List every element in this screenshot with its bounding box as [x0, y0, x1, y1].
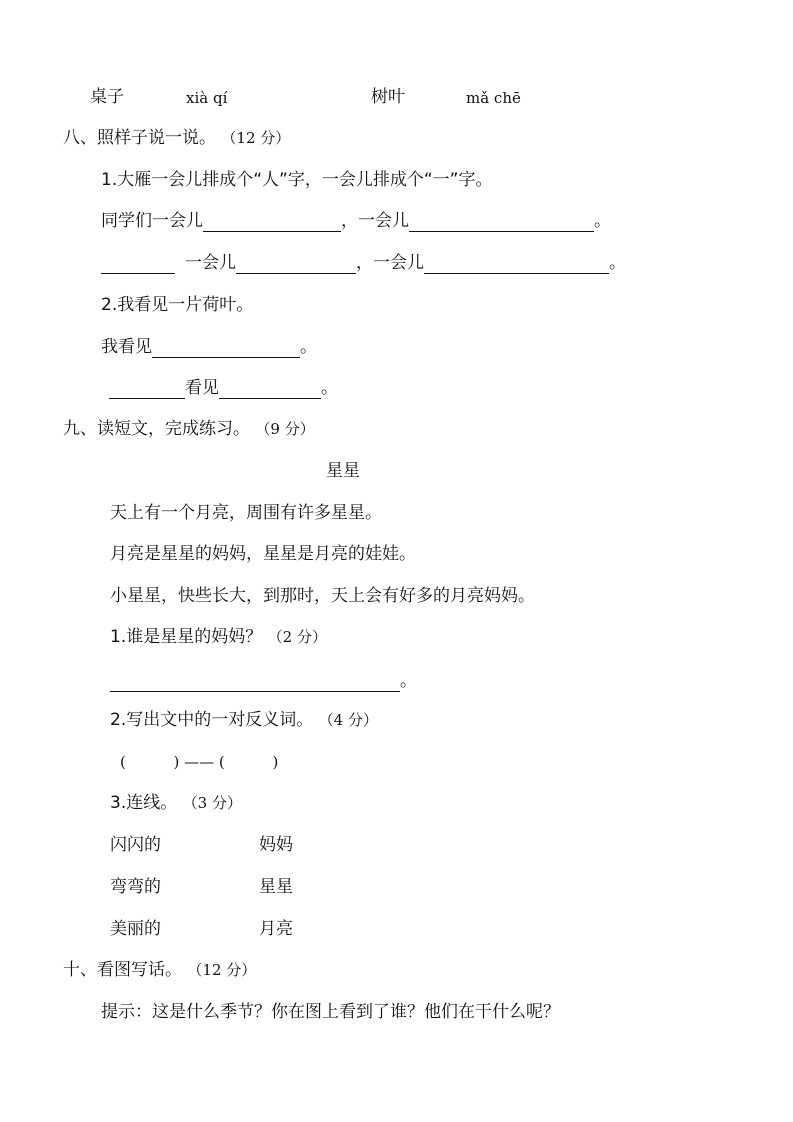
section-9-heading: [63, 418, 315, 440]
text: ，一会儿: [356, 253, 424, 273]
word-zhuozi: 桌子: [90, 87, 124, 107]
blank[interactable]: [409, 213, 594, 232]
match-right[interactable]: 星星: [259, 877, 293, 897]
heading-text: 十、看图写话。: [63, 960, 182, 980]
example-1: 1.大雁一会儿排成个“人”字，一会儿排成个“一”字。: [101, 170, 493, 190]
fill-line-1: [101, 210, 611, 232]
question-3: [110, 792, 242, 814]
fill-line-4: [109, 377, 338, 399]
fill-line-2: [101, 252, 626, 274]
blank[interactable]: [203, 213, 341, 232]
text: 。: [609, 253, 626, 273]
blank[interactable]: [236, 255, 356, 274]
text: 看见: [185, 378, 219, 398]
text: 。: [300, 337, 317, 357]
match-right[interactable]: 妈妈: [259, 835, 293, 855]
answer-line-1: [110, 670, 417, 692]
writing-hint: 提示：这是什么季节？你在图上看到了谁？他们在干什么呢？: [101, 1002, 560, 1022]
example-2: 2.我看见一片荷叶。: [101, 295, 254, 315]
blank[interactable]: [424, 255, 609, 274]
question-1: [110, 626, 327, 648]
score: （4 分）: [318, 711, 378, 729]
text: 2.写出文中的一对反义词。: [110, 710, 314, 730]
match-left[interactable]: 闪闪的: [110, 835, 161, 855]
blank[interactable]: [101, 255, 175, 274]
match-left[interactable]: 美丽的: [110, 919, 161, 939]
question-2: [110, 709, 378, 731]
score: （12 分）: [187, 961, 257, 979]
blank[interactable]: [219, 380, 321, 399]
text: 。: [594, 211, 611, 231]
score: （3 分）: [182, 794, 242, 812]
text: 3.连线。: [110, 793, 178, 813]
passage-line: 小星星，快些长大，到那时，天上会有好多的月亮妈妈。: [110, 586, 535, 606]
text: 。: [400, 671, 417, 691]
score: （9 分）: [255, 420, 315, 438]
section-10-heading: [63, 959, 256, 981]
score: （12 分）: [221, 129, 291, 147]
word-shuye: 树叶: [371, 87, 405, 107]
section-8-heading: [63, 127, 290, 149]
match-left[interactable]: 弯弯的: [110, 877, 161, 897]
antonym-pair[interactable]: ( ) —— ( ): [120, 753, 279, 771]
passage-line: 天上有一个月亮，周围有许多星星。: [110, 503, 382, 523]
score: （2 分）: [267, 628, 327, 646]
blank[interactable]: [110, 673, 400, 692]
match-right[interactable]: 月亮: [259, 919, 293, 939]
text: 1.谁是星星的妈妈？: [110, 627, 263, 647]
poem-title: 星星: [326, 461, 360, 481]
text: 一会儿: [185, 253, 236, 273]
passage-line: 月亮是星星的妈妈，星星是月亮的娃娃。: [110, 544, 416, 564]
text: ，一会儿: [341, 211, 409, 231]
blank[interactable]: [152, 339, 300, 358]
heading-text: 八、照样子说一说。: [63, 128, 216, 148]
pinyin-mache: mǎ chē: [466, 89, 521, 107]
blank[interactable]: [109, 380, 185, 399]
text: 我看见: [101, 337, 152, 357]
pinyin-xiaqi: xià qí: [186, 89, 228, 107]
text: 。: [321, 378, 338, 398]
text: 同学们一会儿: [101, 211, 203, 231]
fill-line-3: [101, 336, 317, 358]
heading-text: 九、读短文，完成练习。: [63, 419, 250, 439]
